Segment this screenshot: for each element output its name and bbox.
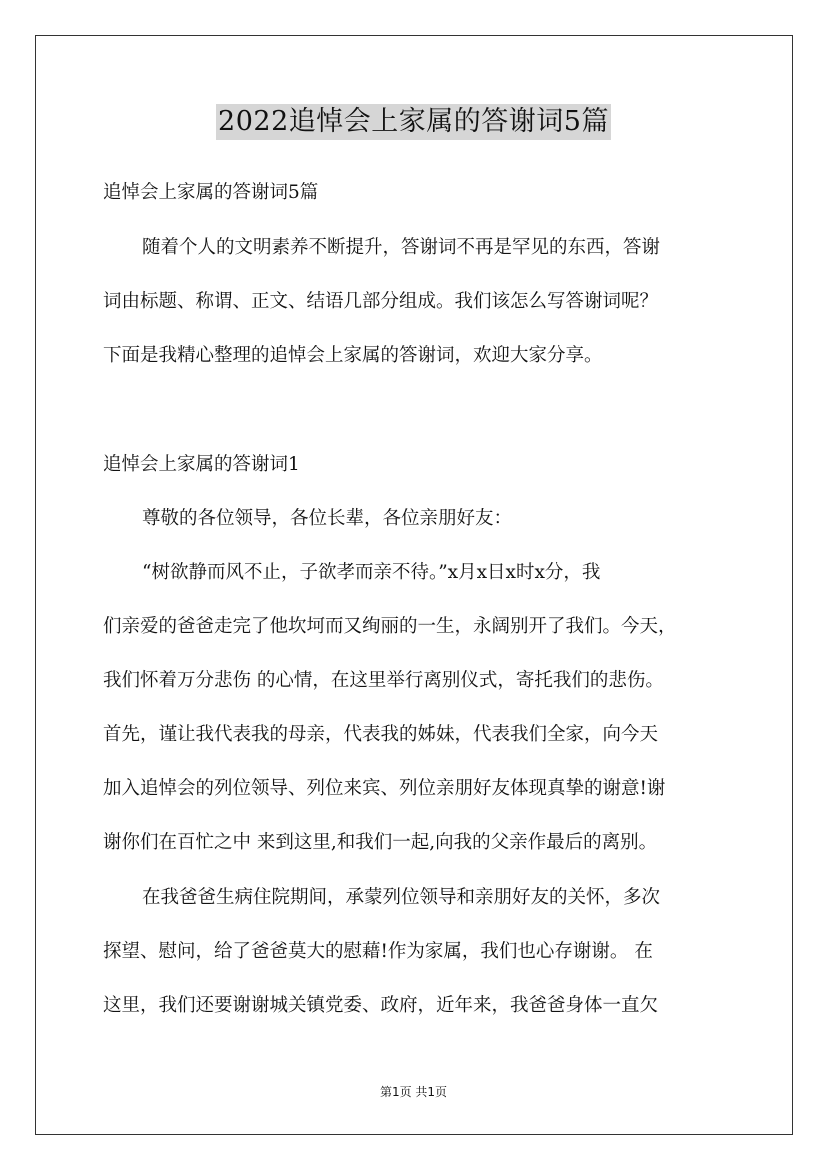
page-footer: 第1页 共1页 [379,1085,448,1099]
intro-line: 随着个人的文明素养不断提升，答谢词不再是罕见的东西，答谢 [142,237,661,258]
body-line: 加入追悼会的列位领导、列位来宾、列位亲朋好友体现真挚的谢意!谢 [103,778,666,799]
body-line: 首先，谨让我代表我的母亲，代表我的姊妹，代表我们全家，向今天 [103,724,659,745]
body-line: 谢你们在百忙之中 来到这里,和我们一起,向我的父亲作最后的离别。 [103,832,658,853]
section-heading: 追悼会上家属的答谢词1 [103,454,300,475]
title-container [0,104,827,140]
body-line: 们亲爱的爸爸走完了他坎坷而又绚丽的一生，永阔别开了我们。今天， [103,616,677,637]
body-line: “树欲静而风不止，子欲孝而亲不待。”x月x日x时x分，我 [142,562,601,583]
intro-line: 词由标题、称谓、正文、结语几部分组成。我们该怎么写答谢词呢？ [103,291,659,312]
body-line: 在我爸爸生病住院期间，承蒙列位领导和亲朋好友的关怀，多次 [142,887,661,908]
document-subtitle: 追悼会上家属的答谢词5篇 [103,182,319,203]
intro-line: 下面是我精心整理的追悼会上家属的答谢词，欢迎大家分享。 [103,345,603,366]
body-line: 这里，我们还要谢谢城关镇党委、政府，近年来，我爸爸身体一直欠 [103,995,659,1016]
body-line: 我们怀着万分悲伤 的心情，在这里举行离别仪式，寄托我们的悲伤。 [103,670,664,691]
body-line: 探望、慰问，给了爸爸莫大的慰藉!作为家属，我们也心存谢谢。 在 [103,941,653,962]
salutation: 尊敬的各位领导，各位长辈，各位亲朋好友： [142,508,513,529]
document-title: 2022追悼会上家属的答谢词5篇 [216,104,611,140]
